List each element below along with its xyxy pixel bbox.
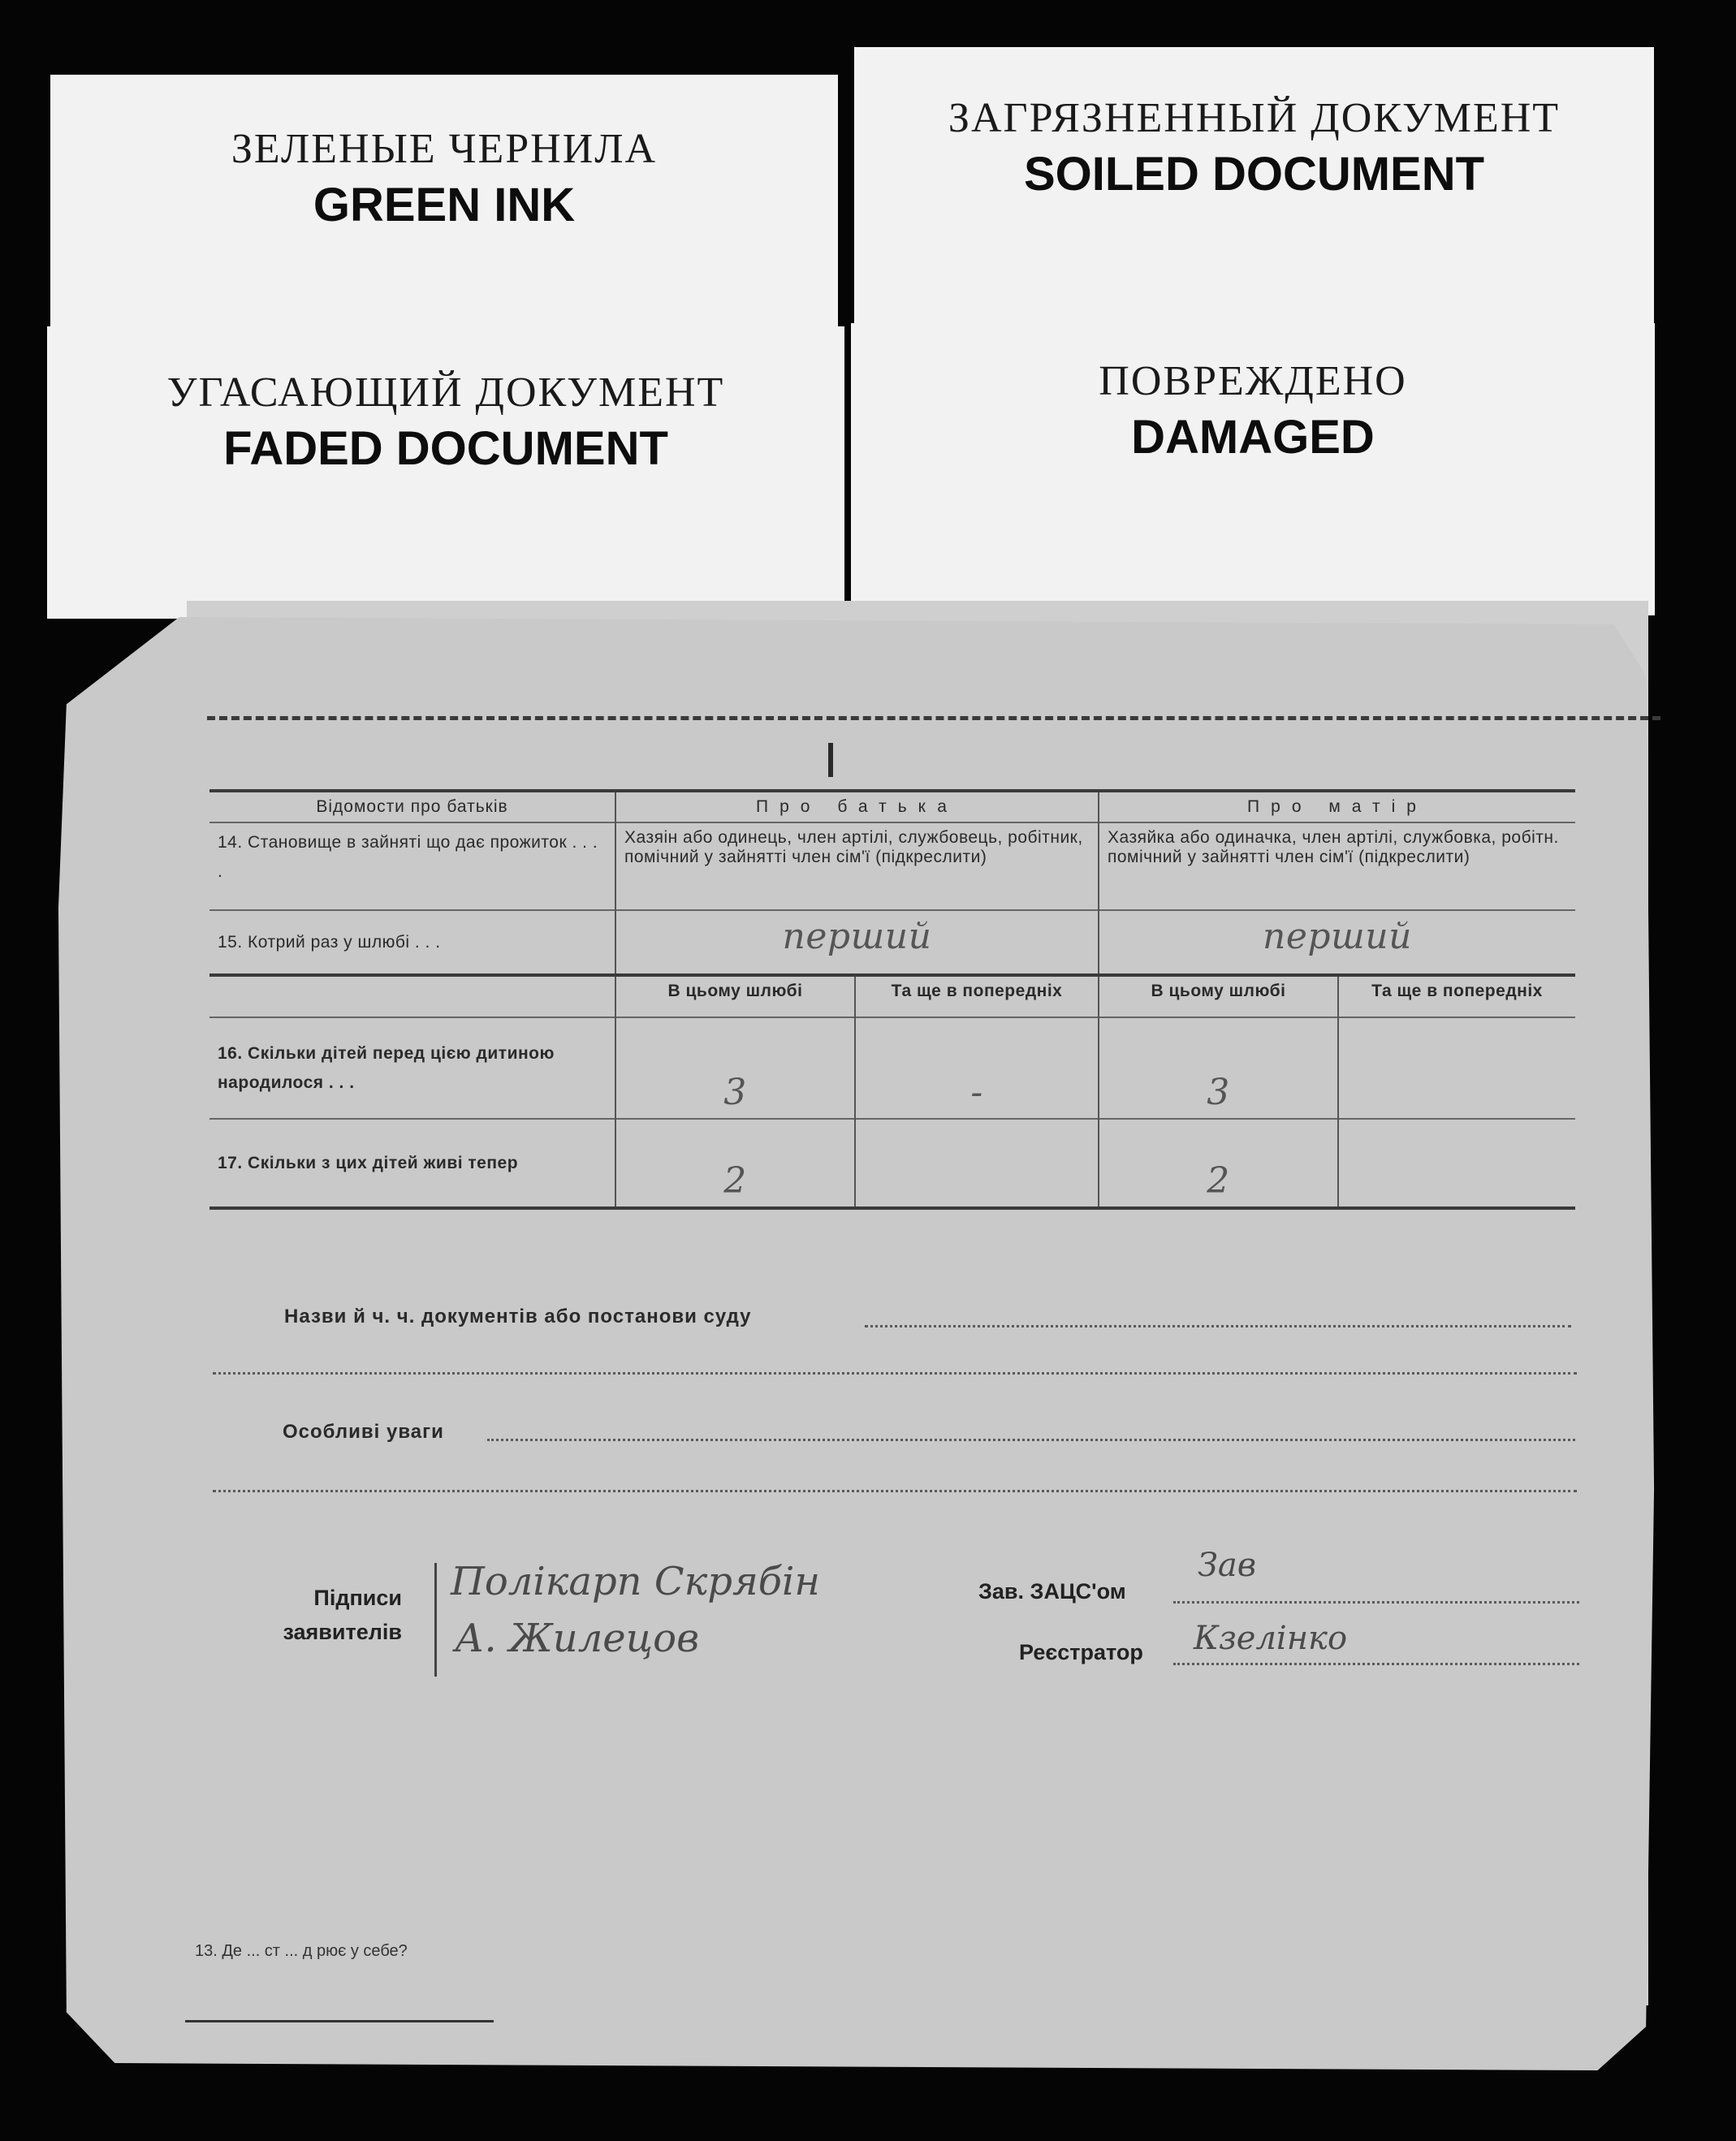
soiled-document-label-card bbox=[854, 47, 1654, 331]
soiled-label-ru: ЗАГРЯЗНЕННЫЙ ДОКУМЕНТ bbox=[948, 95, 1561, 141]
applicant-2-signature: А. Жилецов bbox=[455, 1616, 700, 1661]
green-ink-label-card bbox=[50, 75, 838, 343]
subheader-spacer bbox=[209, 975, 615, 1017]
q17-label: 17. Скільки з цих дітей живі тепер bbox=[209, 1119, 615, 1208]
header-mother: Про матір bbox=[1099, 791, 1575, 822]
q14-father-options: Хазяін або одинець, член артілі, службовець, робітник, помічний у зайнятті член сім'ї (підкреслити) bbox=[615, 822, 1099, 910]
q16-label: 16. Скільки дітей перед цією дитиною народилося . . . bbox=[209, 1017, 615, 1119]
applicants-signature-label: Підписи заявителів bbox=[283, 1586, 402, 1644]
documents-line-2 bbox=[213, 1372, 1577, 1375]
table-row-q14 bbox=[209, 822, 1575, 910]
q17-father-this: 2 bbox=[615, 1119, 855, 1208]
head-zags-line bbox=[1173, 1601, 1579, 1604]
damaged-label-card bbox=[851, 323, 1655, 615]
notes-label: Особливі уваги bbox=[283, 1421, 444, 1443]
registrar-signature: Кзелінко bbox=[1194, 1620, 1348, 1657]
parents-info-table bbox=[209, 789, 1575, 1210]
q15-label: 15. Котрий раз у шлюбі . . . bbox=[209, 910, 615, 975]
subheader-mother-previous: Та ще в попередніх bbox=[1338, 975, 1575, 1017]
faded-label-ru: УГАСАЮЩИЙ ДОКУМЕНТ bbox=[166, 369, 725, 416]
header-father: Про батька bbox=[615, 791, 1099, 822]
q16-mother-prev bbox=[1338, 1017, 1575, 1119]
header-parents-info: Відомости про батьків bbox=[209, 791, 615, 822]
documents-label: Назви й ч. ч. документів або постанови суду bbox=[284, 1306, 752, 1327]
q16-father-this: 3 bbox=[615, 1017, 855, 1119]
q17-mother-this: 2 bbox=[1099, 1119, 1338, 1208]
q16-father-prev: - bbox=[855, 1017, 1099, 1119]
faded-label-en: FADED DOCUMENT bbox=[223, 422, 668, 475]
soiled-label-en: SOILED DOCUMENT bbox=[1023, 148, 1485, 201]
head-zags-label: Зав. ЗАЦС'ом bbox=[978, 1579, 1126, 1604]
damaged-label-ru: ПОВРЕЖДЕНО bbox=[1099, 358, 1407, 404]
applicant-1-signature: Полікарп Скрябін bbox=[451, 1559, 821, 1604]
folded-corner-line bbox=[185, 2020, 494, 2022]
tick-mark bbox=[828, 743, 833, 777]
green-ink-label-ru: ЗЕЛЕНЫЕ ЧЕРНИЛА bbox=[231, 126, 658, 172]
subheader-mother-this-marriage: В цьому шлюбі bbox=[1099, 975, 1338, 1017]
q15-father-value: перший bbox=[615, 910, 1099, 975]
signature-bracket bbox=[434, 1563, 437, 1677]
head-zags-signature: Зав bbox=[1198, 1547, 1257, 1584]
damaged-label-en: DAMAGED bbox=[1131, 411, 1375, 464]
table-subheader-row bbox=[209, 975, 1575, 1017]
q14-mother-options: Хазяйка або одиначка, член артілі, службовка, робітн. помічний у зайнятті член сім'ї (підкреслити) bbox=[1099, 822, 1575, 910]
q17-mother-prev bbox=[1338, 1119, 1575, 1208]
table-header-row bbox=[209, 791, 1575, 822]
green-ink-label-en: GREEN INK bbox=[313, 179, 576, 231]
table-row-q16 bbox=[209, 1017, 1575, 1119]
q16-mother-this: 3 bbox=[1099, 1017, 1338, 1119]
registrar-line bbox=[1173, 1663, 1579, 1665]
folded-corner-text: 13. Де ... ст ... д рює у себе? bbox=[195, 1942, 408, 1960]
registrar-label: Реєстратор bbox=[1019, 1640, 1143, 1664]
q14-label: 14. Становище в зайняті що дає прожиток . . . . bbox=[209, 822, 615, 910]
q17-father-prev bbox=[855, 1119, 1099, 1208]
faded-document-label-card bbox=[47, 326, 844, 619]
subheader-father-previous: Та ще в попередніх bbox=[855, 975, 1099, 1017]
top-dashed-line bbox=[207, 716, 1660, 720]
notes-line-1 bbox=[487, 1439, 1575, 1441]
table-row-q17 bbox=[209, 1119, 1575, 1208]
table-row-q15 bbox=[209, 910, 1575, 975]
notes-line-2 bbox=[213, 1490, 1577, 1492]
q15-mother-value: перший bbox=[1099, 910, 1575, 975]
subheader-father-this-marriage: В цьому шлюбі bbox=[615, 975, 855, 1017]
documents-line-1 bbox=[865, 1325, 1571, 1327]
